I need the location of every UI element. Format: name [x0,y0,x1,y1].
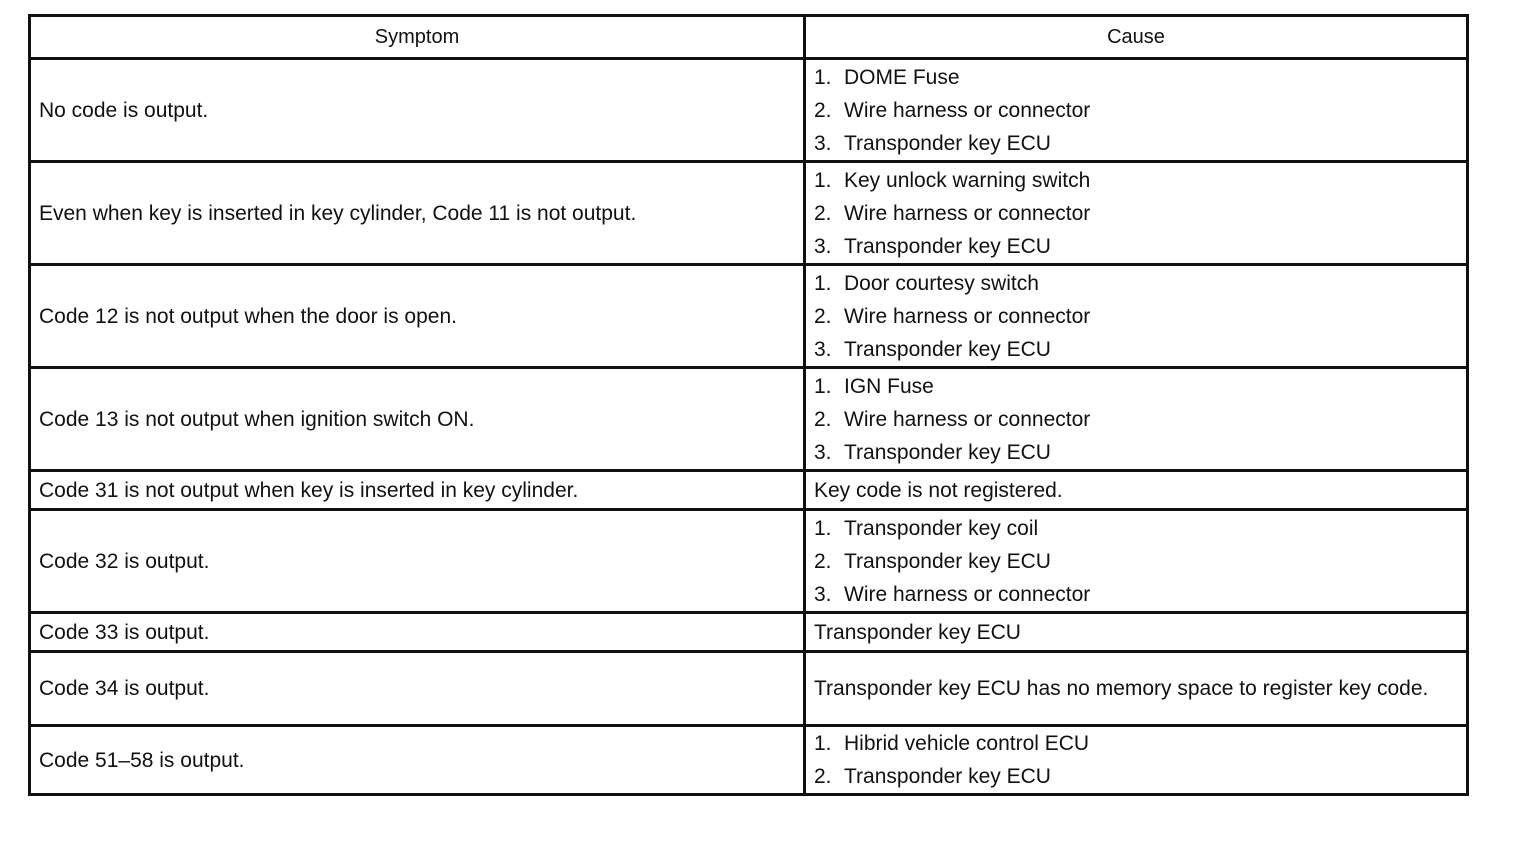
troubleshooting-table-container [28,14,1466,796]
cause-cell: Key code is not registered. [805,471,1468,510]
cause-cell [805,726,1468,795]
cause-item: 2. Transponder key ECU [814,549,1051,573]
cause-list [814,61,1458,160]
cause-list [814,370,1458,469]
table-row [30,652,1468,726]
table-row [30,510,1468,613]
cause-item: 3. Transponder key ECU [814,337,1051,361]
cause-item: 2. Wire harness or connector [814,98,1091,122]
cause-cell [805,368,1468,471]
symptom-cell: Code 33 is output. [30,613,805,652]
cause-list [814,727,1458,793]
cause-item: 1. Hibrid vehicle control ECU [814,732,1090,755]
symptom-cell: Code 51–58 is output. [30,726,805,795]
table-row [30,613,1468,652]
cause-column-header: Cause [805,16,1468,59]
cause-cell: Transponder key ECU has no memory space to register key code. [805,652,1468,726]
cause-cell [805,162,1468,265]
table-header-row [30,16,1468,59]
symptom-cell: Code 13 is not output when ignition switch ON. [30,368,805,471]
symptom-cell: Code 34 is output. [30,652,805,726]
symptom-cell: No code is output. [30,59,805,162]
table-row [30,59,1468,162]
cause-item: 1. Door courtesy switch [814,271,1039,295]
cause-list [814,267,1458,366]
cause-item: 2. Wire harness or connector [814,304,1091,328]
cause-list [814,164,1458,263]
cause-item: 2. Wire harness or connector [814,407,1091,431]
cause-item: 3. Transponder key ECU [814,234,1051,258]
table-row [30,471,1468,510]
table-row [30,726,1468,795]
cause-list [814,512,1458,611]
cause-item: 2. Transponder key ECU [814,765,1051,788]
table-row [30,368,1468,471]
cause-item: 3. Wire harness or connector [814,582,1091,606]
troubleshooting-table [28,14,1469,796]
cause-item: 1. Transponder key coil [814,516,1039,540]
table-row [30,265,1468,368]
cause-item: 1. DOME Fuse [814,65,960,89]
cause-cell [805,510,1468,613]
cause-cell [805,265,1468,368]
symptom-cell: Code 12 is not output when the door is open. [30,265,805,368]
cause-item: 1. IGN Fuse [814,374,934,398]
symptom-cell: Code 31 is not output when key is inserted in key cylinder. [30,471,805,510]
cause-cell [805,59,1468,162]
symptom-cell: Code 32 is output. [30,510,805,613]
table-row [30,162,1468,265]
cause-cell: Transponder key ECU [805,613,1468,652]
cause-item: 1. Key unlock warning switch [814,168,1091,192]
cause-item: 2. Wire harness or connector [814,201,1091,225]
symptom-cell: Even when key is inserted in key cylinder, Code 11 is not output. [30,162,805,265]
symptom-column-header: Symptom [30,16,805,59]
cause-item: 3. Transponder key ECU [814,440,1051,464]
cause-item: 3. Transponder key ECU [814,131,1051,155]
